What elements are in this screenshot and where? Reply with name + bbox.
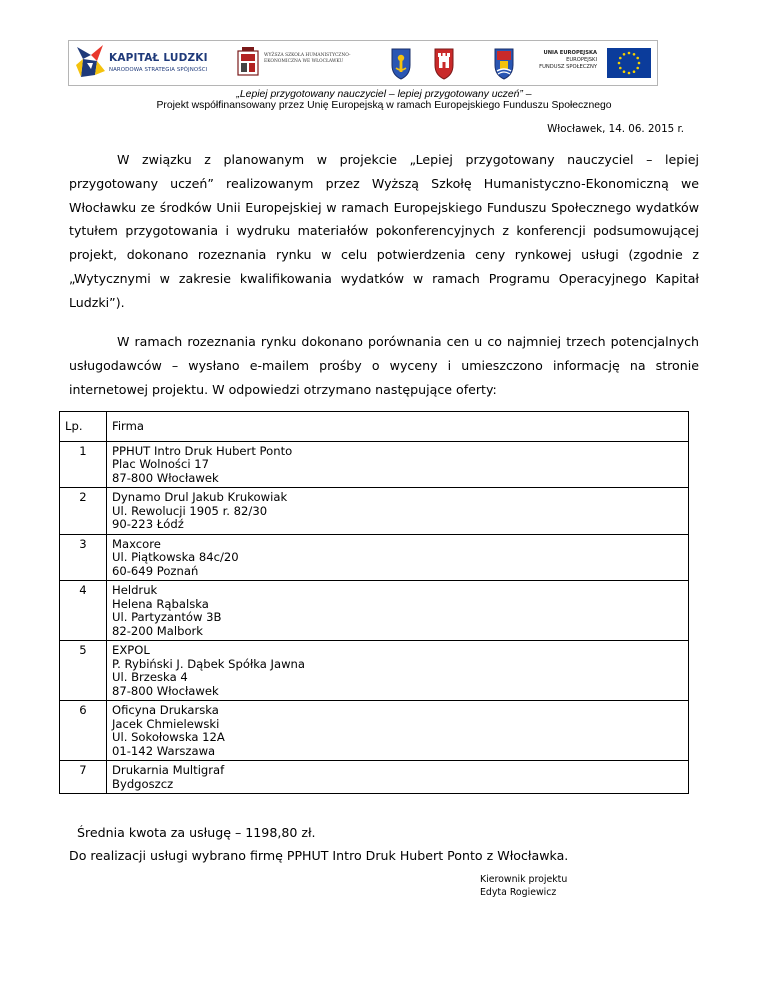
firm-line: 60-649 Poznań [112, 563, 199, 578]
table-row [60, 641, 689, 701]
table-row [60, 761, 689, 794]
eu-flag-icon [607, 48, 651, 78]
firm-line: 90-223 Łódź [112, 517, 184, 531]
signature-block [480, 874, 567, 899]
chosen-contractor: Do realizacji usługi wybrano firmę PPHUT Intro Druk Hubert Ponto z Włocławka. [69, 848, 569, 863]
firm-line: Jacek Chmielewski [112, 716, 220, 731]
table-row [60, 701, 689, 761]
firm-line: Bydgoszcz [112, 776, 174, 791]
firm-line: Plac Wolności 17 [112, 457, 209, 471]
header-firm: Firma [107, 412, 689, 442]
average-price: Średnia kwota za usługę – 1198,80 zł. [77, 825, 316, 840]
kapital-ludzki-title: KAPITAŁ LUDZKI [109, 52, 208, 64]
firm-cell [107, 701, 689, 761]
firm-cell [107, 581, 689, 641]
firm-line: Dynamo Drul Jakub Krukowiak [112, 490, 288, 504]
table-row [60, 441, 689, 488]
row-number: 1 [60, 441, 107, 488]
regional-coat-of-arms-3-icon [492, 41, 516, 85]
project-motto: „Lepiej przygotowany nauczyciel – lepiej przygotowany uczeń” – [236, 89, 532, 100]
firm-line: Ul. Sokołowska 12A [112, 730, 225, 744]
firm-line: 87-800 Włocławek [112, 470, 219, 485]
row-number: 7 [60, 761, 107, 794]
kapital-ludzki-subtitle: NARODOWA STRATEGIA SPÓJNOŚCI [109, 67, 208, 73]
wshe-logo [234, 41, 354, 85]
eu-logo [539, 41, 655, 85]
firm-cell [107, 534, 689, 581]
firm-cell [107, 641, 689, 701]
wshe-name: WYŻSZA SZKOŁA HUMANISTYCZNO-EKONOMICZNA WE WŁOCŁAWKU [264, 53, 351, 64]
row-number: 2 [60, 488, 107, 535]
regional-coat-of-arms-2-icon [432, 41, 456, 85]
firm-line: Ul. Brzeska 4 [112, 670, 188, 684]
eu-line3: FUNDUSZ SPOŁECZNY [539, 64, 597, 70]
regional-coat-of-arms-1-icon [389, 41, 413, 85]
firm-line: Maxcore [112, 536, 161, 551]
table-row [60, 488, 689, 535]
row-number: 3 [60, 534, 107, 581]
firm-line: 87-800 Włocławek [112, 683, 219, 698]
firm-line: Oficyna Drukarska [112, 703, 219, 717]
firm-cell [107, 488, 689, 535]
firm-line: Ul. Partyzantów 3B [112, 610, 222, 624]
document-date: Włocławek, 14. 06. 2015 r. [547, 123, 684, 135]
cofunding-line: Projekt współfinansowany przez Unię Europejską w ramach Europejskiego Funduszu Społecznego [156, 100, 612, 111]
signature-name: Edyta Rogiewicz [480, 886, 557, 898]
firm-line: Ul. Rewolucji 1905 r. 82/30 [112, 503, 268, 518]
table-row [60, 534, 689, 581]
firm-line: Ul. Piątkowska 84c/20 [112, 550, 239, 564]
table-header-row [60, 412, 689, 442]
row-number: 6 [60, 701, 107, 761]
market-research-paragraph: W ramach rozeznania rynku dokonano porównania cen u co najmniej trzech potencjalnych usługodawców – wysłano e-mailem prośby o wyceny i umieszczono informację na stronie internetowej projektu. W odpowiedzi otrzymano następujące oferty: [69, 334, 699, 397]
header-lp: Lp. [60, 412, 107, 442]
table-row [60, 581, 689, 641]
logo-strip [68, 40, 658, 86]
signature-role: Kierownik projektu [480, 874, 568, 885]
eu-line2: EUROPEJSKI [566, 57, 597, 63]
eu-text [539, 50, 597, 71]
kapital-ludzki-logo [73, 41, 233, 85]
firm-line: 82-200 Malbork [112, 623, 204, 638]
firm-line: Helena Rąbalska [112, 596, 209, 611]
firm-line: PPHUT Intro Druk Hubert Ponto [112, 443, 293, 458]
firm-cell [107, 761, 689, 794]
firm-line: Drukarnia Multigraf [112, 763, 225, 777]
firm-line: 01-142 Warszawa [112, 743, 216, 758]
firm-line: EXPOL [112, 643, 150, 657]
intro-paragraph: W związku z planowanym w projekcie „Lepiej przygotowany nauczyciel – lepiej przygotowany uczeń” realizowanym przez Wyższą Szkołę Humanistyczno-Ekonomiczną we Włocławku ze środków Unii Europejskiej w ramach Europejskiego Funduszu Społecznego wydatków tytułem przygotowania i wydruku materiałów pokonferencyjnych z konferencji podsumowującej projekt, dokonano rozeznania rynku w celu potwierdzenia ceny rynkowej usługi (zgodnie z „Wytycznymi w zakresie kwalifikowania wydatków w ramach Programu Operacyjnego Kapitał Ludzki”). [69, 152, 699, 310]
firm-cell [107, 441, 689, 488]
firm-line: P. Rybiński J. Dąbek Spółka Jawna [112, 656, 306, 671]
row-number: 4 [60, 581, 107, 641]
firm-line: Heldruk [112, 583, 158, 597]
row-number: 5 [60, 641, 107, 701]
offers-table [59, 411, 689, 794]
eu-title: UNIA EUROPEJSKA [543, 50, 597, 56]
kapital-ludzki-star-icon [73, 41, 107, 85]
wshe-crest-icon [234, 41, 262, 85]
